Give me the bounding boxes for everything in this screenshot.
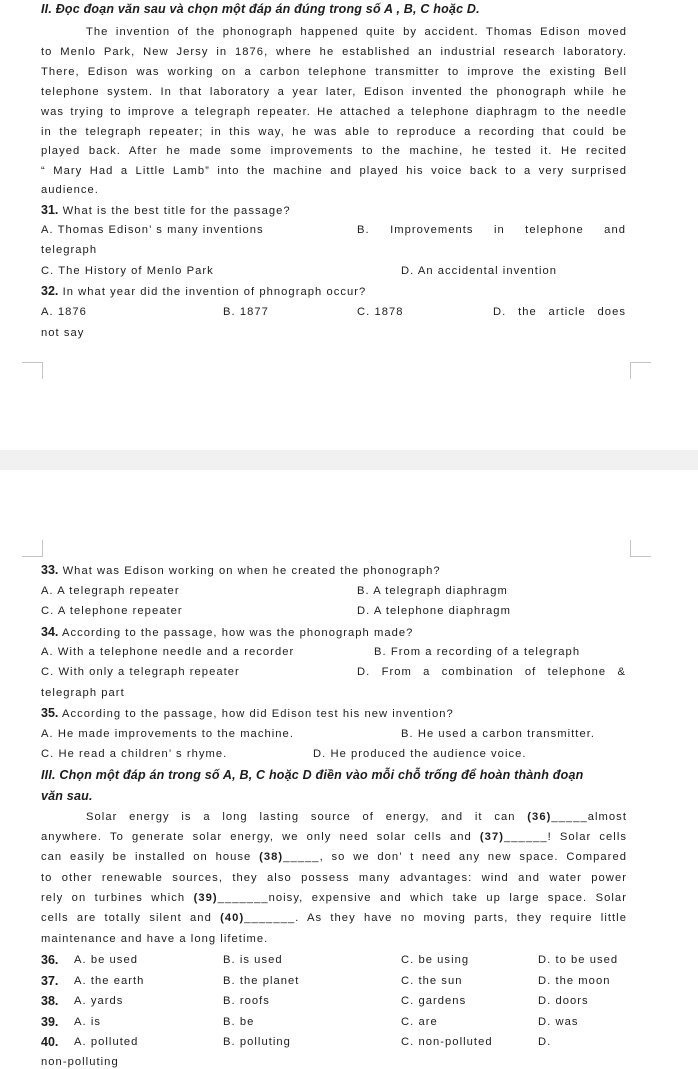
passage-line: audience.: [41, 184, 99, 196]
option-d-continued: telegraph part: [41, 687, 125, 699]
answer-row-number: 39.: [41, 1015, 59, 1029]
section-3-heading: III. Chọn một đáp án trong số A, B, C hoặc D điền vào mỗi chỗ trống để hoàn thành đoạn: [41, 768, 584, 782]
passage-line: played back. After he made some improvements to the machine, he tested it. He recited: [41, 145, 627, 157]
option-c[interactable]: C. A telephone repeater: [41, 605, 183, 617]
option-b[interactable]: B. 1877: [223, 306, 269, 318]
answer-b[interactable]: B. the planet: [223, 975, 300, 987]
passage-line: to Menlo Park, New Jersy in 1876, where he established an industrial research laboratory.: [41, 46, 627, 58]
answer-b[interactable]: B. is used: [223, 954, 283, 966]
cloze-line: [41, 911, 627, 925]
question-number: 33.: [41, 563, 59, 577]
cloze-line: [86, 810, 627, 824]
option-d[interactable]: D. A telephone diaphragm: [357, 605, 511, 617]
answer-a[interactable]: A. yards: [74, 995, 124, 1007]
question-text: According to the passage, how was the phonograph made?: [61, 627, 414, 639]
option-d-continued: not say: [41, 327, 85, 339]
answer-b[interactable]: B. polluting: [223, 1036, 291, 1048]
answer-d[interactable]: D.: [538, 1036, 552, 1048]
blank-40-number: (40): [220, 912, 245, 924]
cloze-line: [41, 891, 627, 905]
answer-b[interactable]: B. be: [223, 1016, 255, 1028]
option-d[interactable]: D. From a combination of telephone &: [357, 666, 626, 678]
question-number: 34.: [41, 625, 59, 639]
question-text: In what year did the invention of phnograph occur?: [62, 286, 367, 298]
blank-38[interactable]: _____, so we don’ t need any new space. Compared: [283, 851, 627, 863]
question-text: What was Edison working on when he created the phonograph?: [62, 565, 441, 577]
cloze-text: Solar energy is a long lasting source of energy, and it can: [86, 811, 528, 823]
cloze-line: maintenance and have a long lifetime.: [41, 933, 269, 945]
option-b[interactable]: B. From a recording of a telegraph: [374, 646, 581, 658]
passage-line: There, Edison was working on a carbon telephone transmitter to improve the existing Bell: [41, 66, 627, 78]
answer-row-number: 40.: [41, 1035, 59, 1049]
section-2-heading: II. Đọc đoạn văn sau và chọn một đáp án đúng trong số A , B, C hoặc D.: [41, 2, 480, 16]
passage-line: telephone system. In that laboratory a year later, Edison invented the phonograph while he: [41, 86, 627, 98]
question-number: 31.: [41, 203, 59, 217]
cloze-line: [41, 830, 627, 844]
answer-c[interactable]: C. are: [401, 1016, 438, 1028]
blank-37[interactable]: ______! Solar cells: [504, 831, 627, 843]
question-32: [41, 284, 627, 299]
passage-line: “ Mary Had a Little Lamb” into the machine and played his voice back to a very surprised: [41, 165, 627, 177]
question-33: [41, 563, 627, 578]
answer-a[interactable]: A. polluted: [74, 1036, 139, 1048]
answer-b[interactable]: B. roofs: [223, 995, 270, 1007]
option-c[interactable]: C. With only a telegraph repeater: [41, 666, 240, 678]
answer-d-continued: non-polluting: [41, 1056, 119, 1068]
question-text: What is the best title for the passage?: [62, 205, 291, 217]
option-a[interactable]: A. He made improvements to the machine.: [41, 728, 294, 740]
option-a[interactable]: A. Thomas Edison’ s many inventions: [41, 224, 264, 236]
passage-line: in the telegraph repeater; in this way, he was able to reproduce a recording that could be: [41, 126, 627, 138]
blank-36[interactable]: _____almost: [551, 811, 627, 823]
passage-line: The invention of the phonograph happened quite by accident. Thomas Edison moved: [86, 26, 627, 38]
answer-row-number: 37.: [41, 974, 59, 988]
answer-a[interactable]: A. is: [74, 1016, 102, 1028]
cloze-text: can easily be installed on house: [41, 851, 260, 863]
answer-c[interactable]: C. non-polluted: [401, 1036, 493, 1048]
blank-37-number: (37): [479, 831, 505, 843]
blank-40[interactable]: _______. As they have no moving parts, they require little: [244, 912, 627, 924]
option-c[interactable]: C. 1878: [357, 306, 404, 318]
answer-c[interactable]: C. gardens: [401, 995, 467, 1007]
question-31: [41, 203, 627, 218]
cloze-text: rely on turbines which: [41, 892, 194, 904]
answer-d[interactable]: D. was: [538, 1016, 579, 1028]
section-3-heading-continued: văn sau.: [41, 789, 93, 803]
blank-39-number: (39): [193, 892, 218, 904]
answer-d[interactable]: D. doors: [538, 995, 589, 1007]
answer-d[interactable]: D. to be used: [538, 954, 619, 966]
cloze-text: cells are totally silent and: [41, 912, 221, 924]
answer-d[interactable]: D. the moon: [538, 975, 611, 987]
question-35: [41, 706, 627, 721]
option-c[interactable]: C. He read a children’ s rhyme.: [41, 748, 228, 760]
cloze-line: to other renewable sources, they also possess many advantages: wind and water power: [41, 872, 627, 884]
option-b[interactable]: B. A telegraph diaphragm: [357, 585, 508, 597]
page-corner-mark: [630, 540, 651, 557]
answer-c[interactable]: C. the sun: [401, 975, 463, 987]
answer-row-number: 38.: [41, 994, 59, 1008]
passage-line: was trying to improve a telegraph repeater. He attached a telephone diaphragm to the needle: [41, 106, 627, 118]
page-corner-mark: [22, 362, 43, 379]
page-corner-mark: [630, 362, 651, 379]
option-a[interactable]: A. With a telephone needle and a recorder: [41, 646, 295, 658]
cloze-text: anywhere. To generate solar energy, we only need solar cells and: [41, 831, 480, 843]
option-b[interactable]: B. Improvements in telephone and: [357, 224, 626, 236]
answer-row-number: 36.: [41, 953, 59, 967]
question-34: [41, 625, 627, 640]
option-b-continued: telegraph: [41, 244, 98, 256]
option-d[interactable]: D. He produced the audience voice.: [313, 748, 527, 760]
option-c[interactable]: C. The History of Menlo Park: [41, 265, 214, 277]
blank-36-number: (36): [527, 811, 552, 823]
blank-38-number: (38): [259, 851, 284, 863]
question-number: 35.: [41, 706, 59, 720]
answer-c[interactable]: C. be using: [401, 954, 470, 966]
answer-a[interactable]: A. the earth: [74, 975, 145, 987]
cloze-line: [41, 850, 627, 864]
option-d[interactable]: D. the article does: [493, 306, 626, 318]
question-number: 32.: [41, 284, 59, 298]
option-b[interactable]: B. He used a carbon transmitter.: [401, 728, 596, 740]
option-d[interactable]: D. An accidental invention: [401, 265, 558, 277]
question-text: According to the passage, how did Edison test his new invention?: [61, 708, 454, 720]
blank-39[interactable]: _______noisy, expensive and which take up large space. Solar: [217, 892, 627, 904]
answer-a[interactable]: A. be used: [74, 954, 138, 966]
option-a[interactable]: A. 1876: [41, 306, 87, 318]
option-a[interactable]: A. A telegraph repeater: [41, 585, 180, 597]
page-break: [0, 450, 698, 470]
page-corner-mark: [22, 540, 43, 557]
